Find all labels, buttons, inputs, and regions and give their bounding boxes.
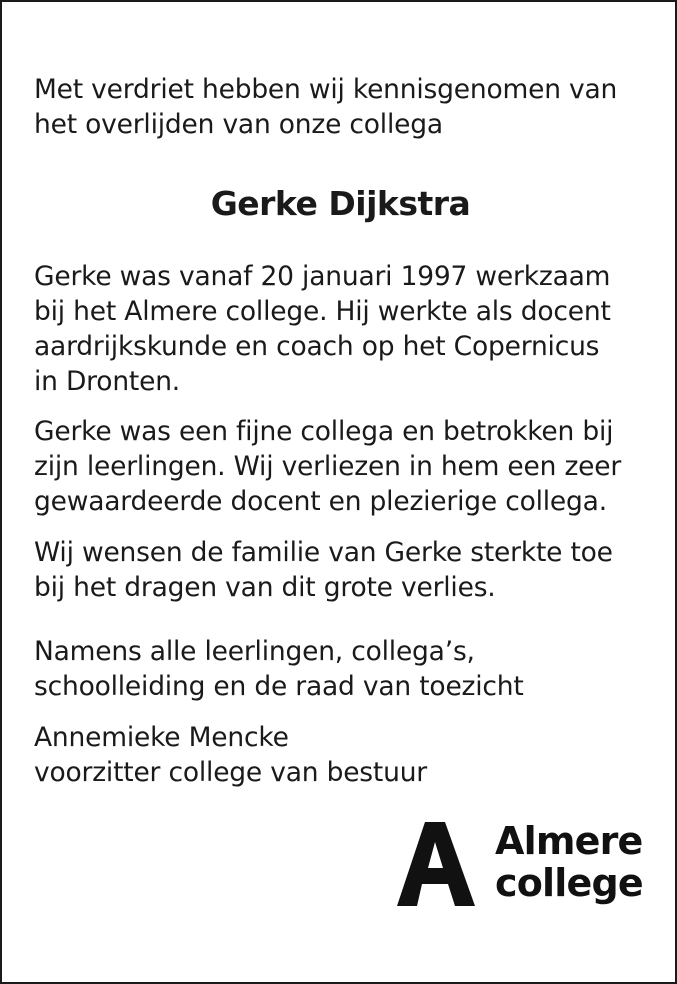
paragraph-line: aardrijkskunde en coach op het Copernicus	[34, 331, 600, 362]
almere-college-logo	[395, 820, 655, 920]
deceased-name: Gerke Dijkstra	[210, 184, 471, 223]
logo-line-college: college	[495, 861, 643, 905]
logo-line-almere: Almere	[495, 819, 643, 863]
paragraph-line: gewaardeerde docent en plezierige collega.	[34, 486, 607, 517]
paragraph-career	[34, 259, 654, 399]
paragraph-line: zijn leerlingen. Wij verliezen in hem een zeer	[34, 451, 622, 482]
logo-wordmark	[495, 820, 643, 904]
signatory-title: voorzitter college van bestuur	[34, 757, 427, 788]
intro-line: het overlijden van onze collega	[34, 109, 443, 140]
paragraph-line: bij het Almere college. Hij werkte als docent	[34, 296, 611, 327]
paragraph-line: Gerke was vanaf 20 januari 1997 werkzaam	[34, 261, 611, 292]
paragraph-line: Wij wensen de familie van Gerke sterkte toe	[34, 537, 613, 568]
intro-text	[34, 72, 654, 142]
signatory-name: Annemieke Mencke	[34, 722, 289, 753]
closing-line: Namens alle leerlingen, collega’s,	[34, 636, 475, 667]
paragraph-line: Gerke was een fijne collega en betrokken bij	[34, 416, 614, 447]
paragraph-tribute	[34, 414, 654, 519]
intro-line: Met verdriet hebben wij kennisgenomen van	[34, 74, 618, 105]
signatory	[34, 720, 654, 790]
closing-line: schoolleiding en de raad van toezicht	[34, 671, 524, 702]
almere-a-logo-icon	[395, 822, 475, 906]
paragraph-line: in Dronten.	[34, 366, 181, 397]
paragraph-condolence	[34, 535, 654, 605]
paragraph-line: bij het dragen van dit grote verlies.	[34, 572, 496, 603]
closing-on-behalf	[34, 634, 654, 704]
